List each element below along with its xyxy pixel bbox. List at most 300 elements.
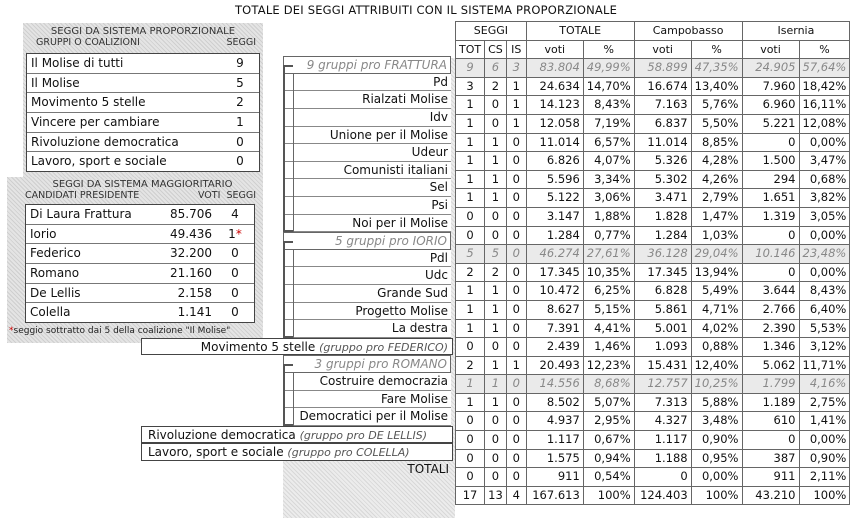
cell-cp: 3,48% — [691, 412, 742, 431]
cell-tp: 1,46% — [583, 338, 634, 357]
cell-ip: 5,53% — [799, 319, 850, 338]
group-frame — [293, 74, 453, 232]
cell-tp: 5,15% — [583, 300, 634, 319]
cell-tot: 1 — [456, 375, 485, 394]
head-voti-tot: voti — [526, 40, 583, 59]
cell-tp: 3,06% — [583, 189, 634, 208]
cell-iv: 911 — [742, 468, 799, 487]
party-label: Democratici per il Molise — [283, 408, 451, 426]
cell-cp: 1,03% — [691, 226, 742, 245]
cell-tv: 1.117 — [526, 431, 583, 450]
cell-isx: 0 — [506, 226, 526, 245]
cell-tv: 911 — [526, 468, 583, 487]
cell-tp: 27,61% — [583, 245, 634, 264]
cell-ip: 3,47% — [799, 152, 850, 171]
cell-cs: 1 — [485, 375, 507, 394]
cell-cs: 0 — [485, 412, 507, 431]
cell-tv: 1.575 — [526, 449, 583, 468]
table-row — [456, 468, 850, 487]
cell-iv: 1.346 — [742, 338, 799, 357]
cell-iv: 5.221 — [742, 114, 799, 133]
party-label: Comunisti italiani — [283, 162, 451, 180]
cell-tp: 7,19% — [583, 114, 634, 133]
cell-iv: 3.644 — [742, 282, 799, 301]
table-row — [456, 226, 850, 245]
cell-tp: 14,70% — [583, 77, 634, 96]
candidate-name: Federico — [30, 246, 81, 261]
cell-ip: 100% — [799, 486, 850, 505]
cell-iv: 1.799 — [742, 375, 799, 394]
cell-ip: 0,68% — [799, 170, 850, 189]
cell-cs: 13 — [485, 486, 507, 505]
group-subtitle: (gruppo pro FEDERICO) — [319, 340, 448, 354]
proportional-row — [27, 54, 259, 74]
cell-cp: 29,04% — [691, 245, 742, 264]
cell-iv: 0 — [742, 263, 799, 282]
cell-tv: 17.345 — [526, 263, 583, 282]
cell-iv: 294 — [742, 170, 799, 189]
proportional-list — [26, 53, 260, 172]
cell-cv: 0 — [634, 468, 691, 487]
cell-tot: 0 — [456, 468, 485, 487]
cell-tp: 3,34% — [583, 170, 634, 189]
cell-iv: 0 — [742, 431, 799, 450]
cell-cp: 2,79% — [691, 189, 742, 208]
cell-cv: 58.899 — [634, 59, 691, 78]
cell-ip: 23,48% — [799, 245, 850, 264]
cell-ip: 6,40% — [799, 300, 850, 319]
cell-tot: 0 — [456, 226, 485, 245]
cell-tv: 8.502 — [526, 393, 583, 412]
table-header-2 — [456, 40, 850, 59]
head-voti-cb: voti — [634, 40, 691, 59]
results-table — [455, 21, 850, 505]
cell-tv: 14.556 — [526, 375, 583, 394]
candidate-seats: 0 — [231, 246, 239, 261]
head-voti-is: voti — [742, 40, 799, 59]
table-row — [456, 170, 850, 189]
group-seats: 2 — [236, 95, 244, 110]
cell-cp: 0,90% — [691, 431, 742, 450]
cell-iv: 24.905 — [742, 59, 799, 78]
party-label: Fare Molise — [283, 391, 451, 409]
cell-ip: 3,05% — [799, 207, 850, 226]
proportional-col-name: GRUPPI O COALIZIONI — [36, 37, 140, 48]
cell-cs: 1 — [485, 282, 507, 301]
candidate-row — [26, 303, 254, 322]
proportional-panel — [23, 23, 263, 177]
cell-tot: 1 — [456, 319, 485, 338]
cell-isx: 0 — [506, 300, 526, 319]
cell-tv: 4.937 — [526, 412, 583, 431]
cell-tot: 5 — [456, 245, 485, 264]
cell-tot: 0 — [456, 431, 485, 450]
cell-cv: 7.163 — [634, 96, 691, 115]
cell-cp: 4,71% — [691, 300, 742, 319]
cell-tp: 49,99% — [583, 59, 634, 78]
cell-cv: 11.014 — [634, 133, 691, 152]
cell-cp: 0,95% — [691, 449, 742, 468]
cell-isx: 0 — [506, 468, 526, 487]
party-label: Idv — [283, 109, 451, 127]
group-bracket — [283, 364, 293, 426]
cell-tot: 1 — [456, 282, 485, 301]
cell-ip: 0,00% — [799, 431, 850, 450]
cell-tp: 8,43% — [583, 96, 634, 115]
cell-cs: 0 — [485, 431, 507, 450]
party-label: Grande Sud — [283, 285, 451, 303]
cell-isx: 0 — [506, 263, 526, 282]
group-frame — [293, 250, 453, 338]
cell-cp: 10,25% — [691, 375, 742, 394]
cell-ip: 12,08% — [799, 114, 850, 133]
table-row — [456, 152, 850, 171]
cell-tp: 0,54% — [583, 468, 634, 487]
cell-tv: 20.493 — [526, 356, 583, 375]
head-pct-is: % — [799, 40, 850, 59]
cell-tot: 0 — [456, 412, 485, 431]
cell-isx: 0 — [506, 375, 526, 394]
cell-tot: 2 — [456, 356, 485, 375]
cell-ip: 0,00% — [799, 226, 850, 245]
cell-iv: 1.500 — [742, 152, 799, 171]
candidate-name: Di Laura Frattura — [30, 207, 132, 221]
candidate-votes: 1.141 — [177, 305, 212, 320]
majoritarian-col-seats: SEGGI — [226, 190, 256, 201]
cell-cv: 6.828 — [634, 282, 691, 301]
cell-cv: 5.001 — [634, 319, 691, 338]
cell-cs: 2 — [485, 77, 507, 96]
group-seats: 5 — [236, 75, 244, 90]
cell-tp: 1,88% — [583, 207, 634, 226]
table-row — [456, 282, 850, 301]
cell-isx: 0 — [506, 170, 526, 189]
cell-tot: 1 — [456, 114, 485, 133]
table-row — [456, 338, 850, 357]
table-row — [456, 319, 850, 338]
cell-cs: 0 — [485, 468, 507, 487]
party-label: Pd — [283, 74, 451, 92]
cell-tv: 12.058 — [526, 114, 583, 133]
cell-ip: 3,12% — [799, 338, 850, 357]
group-seats: 9 — [236, 56, 244, 70]
group-row — [456, 245, 850, 264]
cell-iv: 1.651 — [742, 189, 799, 208]
cell-cs: 0 — [485, 96, 507, 115]
table-row — [456, 133, 850, 152]
party-label: Progetto Molise — [283, 303, 451, 321]
cell-cs: 1 — [485, 189, 507, 208]
candidate-name: Romano — [30, 266, 80, 281]
cell-cv: 1.828 — [634, 207, 691, 226]
cell-isx: 0 — [506, 152, 526, 171]
cell-cv: 1.284 — [634, 226, 691, 245]
cell-cp: 0,00% — [691, 468, 742, 487]
cell-tp: 4,41% — [583, 319, 634, 338]
candidate-row — [26, 284, 254, 304]
cell-cv: 5.861 — [634, 300, 691, 319]
group-row — [456, 375, 850, 394]
cell-isx: 1 — [506, 356, 526, 375]
cell-cv: 1.188 — [634, 449, 691, 468]
cell-cp: 8,85% — [691, 133, 742, 152]
group-seats: 1 — [236, 115, 244, 130]
cell-iv: 1.319 — [742, 207, 799, 226]
candidate-name: Iorio — [30, 226, 57, 241]
cell-tp: 5,07% — [583, 393, 634, 412]
footnote: *seggio sottratto dai 5 della coalizione "Il Molise" — [9, 326, 231, 337]
totals-row — [456, 486, 850, 505]
cell-ip: 4,16% — [799, 375, 850, 394]
table-row — [456, 189, 850, 208]
cell-tp: 6,25% — [583, 282, 634, 301]
table-row — [456, 114, 850, 133]
cell-ip: 18,42% — [799, 77, 850, 96]
cell-isx: 0 — [506, 412, 526, 431]
cell-ip: 3,82% — [799, 189, 850, 208]
cell-tv: 11.014 — [526, 133, 583, 152]
cell-iv: 1.189 — [742, 393, 799, 412]
cell-cp: 47,35% — [691, 59, 742, 78]
cell-tp: 4,07% — [583, 152, 634, 171]
cell-cs: 0 — [485, 114, 507, 133]
cell-cp: 12,40% — [691, 356, 742, 375]
cell-ip: 2,75% — [799, 393, 850, 412]
cell-iv: 610 — [742, 412, 799, 431]
single-group-label: Movimento 5 stelle (gruppo pro FEDERICO) — [141, 338, 453, 356]
cell-isx: 1 — [506, 114, 526, 133]
head-seggi: SEGGI — [456, 22, 527, 41]
cell-tot: 1 — [456, 96, 485, 115]
cell-cp: 13,40% — [691, 77, 742, 96]
cell-cp: 4,02% — [691, 319, 742, 338]
cell-tp: 8,68% — [583, 375, 634, 394]
cell-cs: 5 — [485, 245, 507, 264]
cell-ip: 8,43% — [799, 282, 850, 301]
cell-tv: 3.147 — [526, 207, 583, 226]
head-campobasso: Campobasso — [634, 22, 742, 41]
party-label: Udc — [283, 267, 451, 285]
cell-cs: 1 — [485, 170, 507, 189]
cell-isx: 0 — [506, 338, 526, 357]
head-pct-cb: % — [691, 40, 742, 59]
cell-cs: 0 — [485, 207, 507, 226]
cell-tot: 1 — [456, 170, 485, 189]
cell-tot: 0 — [456, 207, 485, 226]
cell-cs: 1 — [485, 300, 507, 319]
party-label: Rialzati Molise — [283, 91, 451, 109]
page-title: TOTALE DEI SEGGI ATTRIBUITI CON IL SISTEMA PROPORZIONALE — [234, 3, 618, 17]
majoritarian-col-votes: VOTI — [197, 190, 221, 201]
party-label: Costruire democrazia — [283, 373, 451, 391]
cell-cv: 1.093 — [634, 338, 691, 357]
majoritarian-col-name: CANDIDATI PRESIDENTE — [25, 190, 140, 201]
cell-ip: 16,11% — [799, 96, 850, 115]
group-name: Lavoro, sport e sociale — [31, 154, 167, 169]
candidate-seats: 0 — [231, 285, 239, 300]
cell-cv: 5.326 — [634, 152, 691, 171]
cell-tv: 46.274 — [526, 245, 583, 264]
cell-tp: 6,57% — [583, 133, 634, 152]
proportional-row — [27, 133, 259, 153]
candidate-votes: 85.706 — [170, 207, 212, 221]
cell-tv: 7.391 — [526, 319, 583, 338]
candidate-name: Colella — [30, 305, 71, 320]
cell-ip: 1,41% — [799, 412, 850, 431]
candidate-row — [26, 264, 254, 284]
candidate-name: De Lellis — [30, 285, 81, 300]
cell-cs: 1 — [485, 356, 507, 375]
cell-cs: 1 — [485, 133, 507, 152]
group-frame — [293, 373, 453, 426]
candidate-votes: 2.158 — [177, 285, 212, 300]
cell-cv: 6.837 — [634, 114, 691, 133]
cell-cp: 5,49% — [691, 282, 742, 301]
head-tot: TOT — [456, 40, 485, 59]
cell-tot: 2 — [456, 263, 485, 282]
proportional-col-seats: SEGGI — [226, 37, 256, 48]
cell-tot: 0 — [456, 449, 485, 468]
table-row — [456, 207, 850, 226]
candidate-seats: 4 — [231, 207, 239, 221]
cell-cs: 1 — [485, 393, 507, 412]
cell-cv: 124.403 — [634, 486, 691, 505]
candidate-row — [26, 205, 254, 225]
cell-tv: 24.634 — [526, 77, 583, 96]
single-group-label: Rivoluzione democratica (gruppo pro DE LELLIS) — [141, 426, 453, 444]
cell-iv: 0 — [742, 226, 799, 245]
table-row — [456, 393, 850, 412]
cell-cp: 0,88% — [691, 338, 742, 357]
cell-cs: 6 — [485, 59, 507, 78]
cell-isx: 4 — [506, 486, 526, 505]
cell-iv: 7.960 — [742, 77, 799, 96]
cell-cs: 0 — [485, 338, 507, 357]
cell-tot: 1 — [456, 189, 485, 208]
table-row — [456, 300, 850, 319]
seat-mark: * — [235, 226, 242, 241]
cell-tv: 2.439 — [526, 338, 583, 357]
table-header-1 — [456, 22, 850, 41]
group-name: Movimento 5 stelle — [31, 95, 146, 110]
cell-ip: 0,90% — [799, 449, 850, 468]
group-subtitle: (gruppo pro DE LELLIS) — [299, 428, 428, 442]
cell-cp: 100% — [691, 486, 742, 505]
table-row — [456, 412, 850, 431]
cell-cp: 13,94% — [691, 263, 742, 282]
group-seats: 0 — [236, 134, 244, 149]
cell-tv: 5.122 — [526, 189, 583, 208]
cell-tv: 167.613 — [526, 486, 583, 505]
table-row — [456, 449, 850, 468]
cell-isx: 3 — [506, 59, 526, 78]
group-subtitle: (gruppo pro COLELLA) — [287, 446, 410, 460]
group-bracket — [283, 65, 293, 232]
cell-isx: 0 — [506, 431, 526, 450]
group-bracket — [283, 241, 293, 338]
cell-tot: 1 — [456, 152, 485, 171]
cell-ip: 2,11% — [799, 468, 850, 487]
majoritarian-list — [25, 204, 255, 323]
proportional-row — [27, 74, 259, 94]
cell-iv: 387 — [742, 449, 799, 468]
cell-isx: 0 — [506, 319, 526, 338]
cell-cs: 0 — [485, 226, 507, 245]
single-group-label: Lavoro, sport e sociale (gruppo pro COLELLA) — [141, 443, 453, 461]
cell-tot: 17 — [456, 486, 485, 505]
cell-cv: 12.757 — [634, 375, 691, 394]
party-label: Sel — [283, 179, 451, 197]
group-row — [456, 59, 850, 78]
cell-isx: 0 — [506, 393, 526, 412]
group-name: Vincere per cambiare — [31, 115, 160, 130]
majoritarian-panel — [7, 177, 263, 343]
cell-cp: 4,28% — [691, 152, 742, 171]
cell-isx: 0 — [506, 282, 526, 301]
table-row — [456, 263, 850, 282]
cell-tp: 0,67% — [583, 431, 634, 450]
proportional-row — [27, 113, 259, 133]
cell-tp: 12,23% — [583, 356, 634, 375]
head-pct-tot: % — [583, 40, 634, 59]
cell-iv: 0 — [742, 133, 799, 152]
cell-tp: 2,95% — [583, 412, 634, 431]
cell-cv: 1.117 — [634, 431, 691, 450]
cell-tot: 1 — [456, 133, 485, 152]
candidate-seats: 0 — [231, 305, 239, 320]
cell-iv: 5.062 — [742, 356, 799, 375]
cell-ip: 0,00% — [799, 263, 850, 282]
cell-tot: 3 — [456, 77, 485, 96]
party-label: Noi per il Molise — [283, 215, 451, 233]
table-row — [456, 77, 850, 96]
candidate-votes: 32.200 — [170, 246, 212, 261]
cell-ip: 0,00% — [799, 133, 850, 152]
cell-tp: 0,77% — [583, 226, 634, 245]
cell-tot: 9 — [456, 59, 485, 78]
group-seats: 0 — [236, 154, 244, 169]
table-row — [456, 356, 850, 375]
candidate-seats: 0 — [231, 266, 239, 281]
head-isernia: Isernia — [742, 22, 850, 41]
cell-cp: 5,76% — [691, 96, 742, 115]
cell-tp: 10,35% — [583, 263, 634, 282]
cell-cv: 4.327 — [634, 412, 691, 431]
party-label: Psi — [283, 197, 451, 215]
cell-cv: 15.431 — [634, 356, 691, 375]
cell-cv: 7.313 — [634, 393, 691, 412]
party-label: Unione per il Molise — [283, 127, 451, 145]
head-totale: TOTALE — [526, 22, 634, 41]
candidate-votes: 21.160 — [170, 266, 212, 281]
cell-cv: 5.302 — [634, 170, 691, 189]
totals-label: TOTALI — [407, 462, 449, 476]
cell-tp: 0,94% — [583, 449, 634, 468]
party-label: Udeur — [283, 144, 451, 162]
cell-tv: 14.123 — [526, 96, 583, 115]
cell-isx: 0 — [506, 189, 526, 208]
cell-cv: 36.128 — [634, 245, 691, 264]
proportional-row — [27, 152, 259, 171]
cell-cv: 16.674 — [634, 77, 691, 96]
cell-isx: 1 — [506, 77, 526, 96]
group-label: 9 gruppi pro FRATTURA — [283, 56, 451, 74]
cell-cp: 5,50% — [691, 114, 742, 133]
cell-tv: 5.596 — [526, 170, 583, 189]
cell-cv: 17.345 — [634, 263, 691, 282]
cell-cs: 2 — [485, 263, 507, 282]
cell-tv: 83.804 — [526, 59, 583, 78]
